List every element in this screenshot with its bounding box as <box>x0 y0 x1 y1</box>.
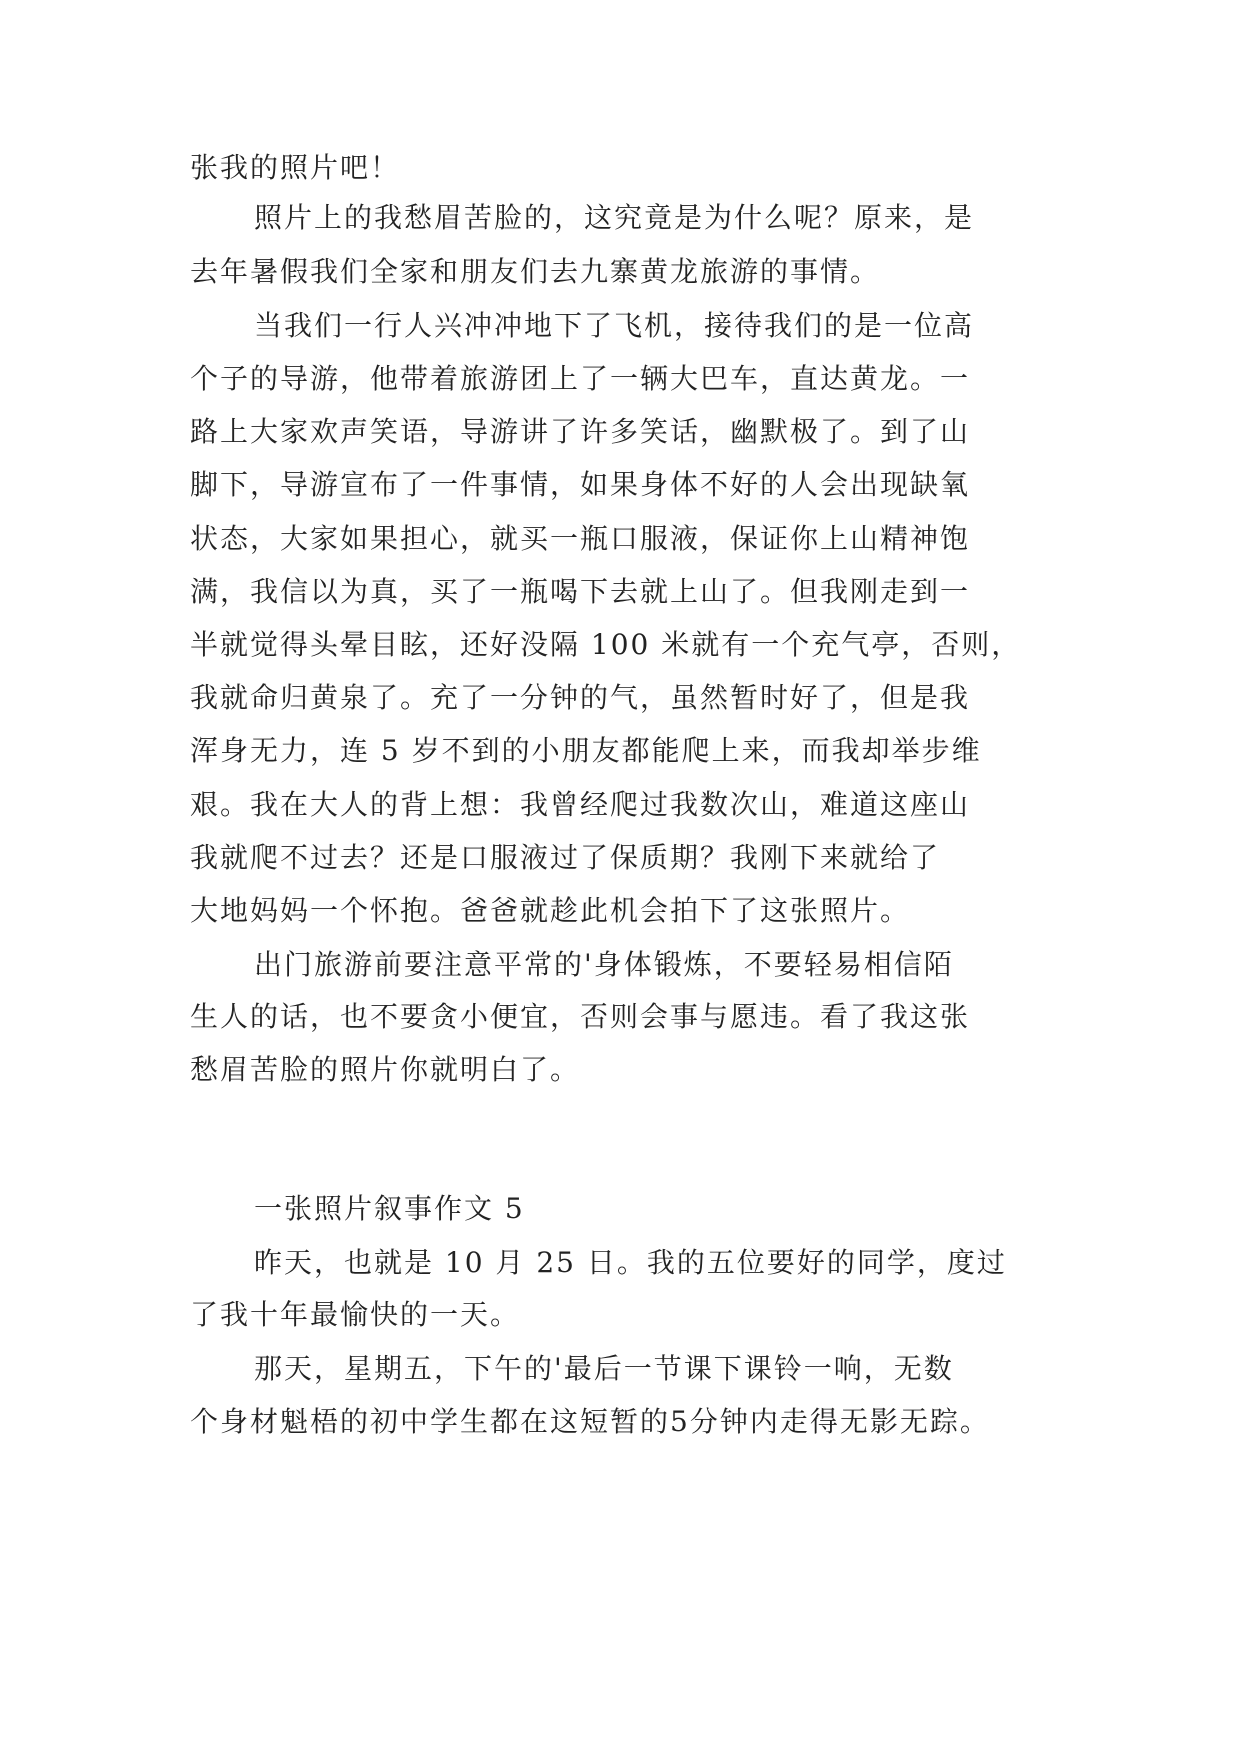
text-line: 愁眉苦脸的照片你就明白了。 <box>190 1053 581 1086</box>
text-line: 浑身无力，连 5 岁不到的小朋友都能爬上来，而我却举步维 <box>190 734 982 767</box>
text-line: 路上大家欢声笑语，导游讲了许多笑话，幽默极了。到了山 <box>190 415 971 448</box>
text-line: 脚下，导游宣布了一件事情，如果身体不好的人会出现缺氧 <box>190 468 971 501</box>
paragraph-start-line: 昨天，也就是 10 月 25 日。我的五位要好的同学，度过 <box>254 1246 1007 1279</box>
section-heading: 一张照片叙事作文 5 <box>254 1192 525 1225</box>
text-line: 艰。我在大人的背上想：我曾经爬过我数次山，难道这座山 <box>190 788 971 821</box>
text-line: 生人的话，也不要贪小便宜，否则会事与愿违。看了我这张 <box>190 1000 971 1033</box>
text-line: 个身材魁梧的初中学生都在这短暂的5分钟内走得无影无踪。 <box>190 1405 990 1438</box>
text-line: 了我十年最愉快的一天。 <box>190 1298 521 1331</box>
text-line: 我就命归黄泉了。充了一分钟的气，虽然暂时好了，但是我 <box>190 681 971 714</box>
text-line: 大地妈妈一个怀抱。爸爸就趁此机会拍下了这张照片。 <box>190 894 911 927</box>
text-line: 个子的导游，他带着旅游团上了一辆大巴车，直达黄龙。一 <box>190 362 971 395</box>
text-line: 状态，大家如果担心，就买一瓶口服液，保证你上山精神饱 <box>190 522 971 555</box>
text-line: 我就爬不过去？还是口服液过了保质期？我刚下来就给了 <box>190 841 941 874</box>
text-line: 去年暑假我们全家和朋友们去九寨黄龙旅游的事情。 <box>190 255 881 288</box>
text-line: 半就觉得头晕目眩，还好没隔 100 米就有一个充气亭，否则， <box>190 628 1022 661</box>
paragraph-start-line: 出门旅游前要注意平常的'身体锻炼，不要轻易相信陌 <box>254 948 954 981</box>
text-line: 张我的照片吧！ <box>190 151 401 184</box>
paragraph-start-line: 那天，星期五，下午的'最后一节课下课铃一响，无数 <box>254 1352 954 1385</box>
text-line: 满，我信以为真，买了一瓶喝下去就上山了。但我刚走到一 <box>190 575 971 608</box>
paragraph-start-line: 当我们一行人兴冲冲地下了飞机，接待我们的是一位高 <box>254 309 975 342</box>
paragraph-start-line: 照片上的我愁眉苦脸的，这究竟是为什么呢？原来，是 <box>254 201 975 234</box>
